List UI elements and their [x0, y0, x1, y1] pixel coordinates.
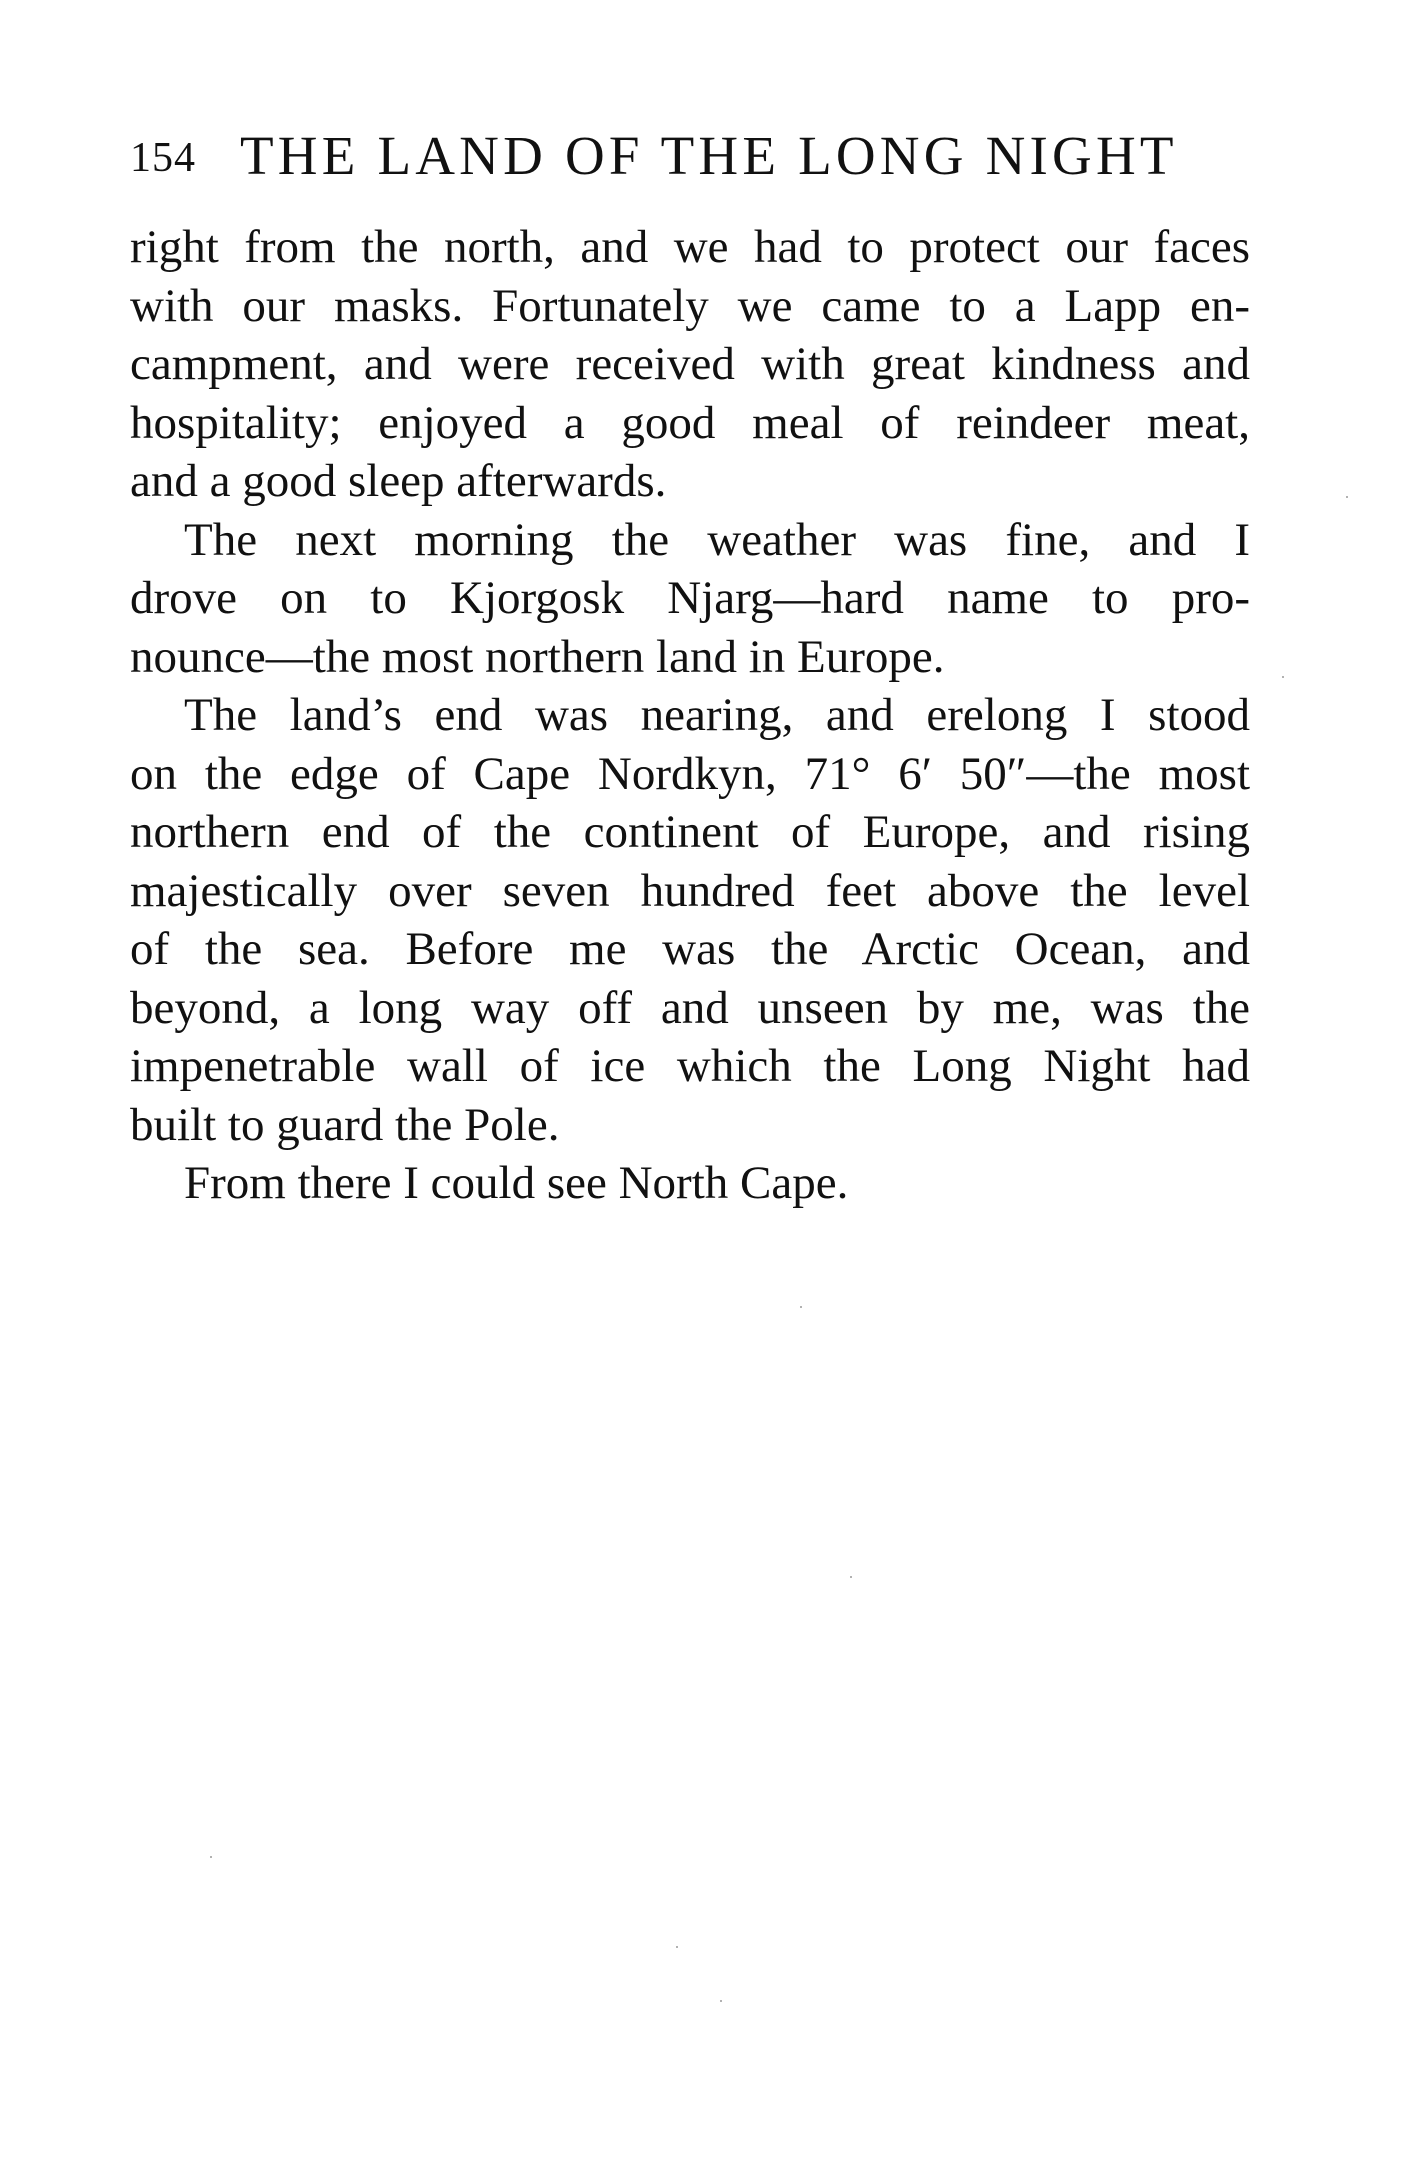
text-line: The next morning the weather was fine, and I: [184, 513, 1250, 566]
scan-speck: [720, 2000, 722, 2002]
scan-speck: [210, 1856, 212, 1858]
text-line: nounce—the most northern land in Europe.: [130, 630, 945, 683]
text-line: and a good sleep afterwards.: [130, 455, 667, 507]
text-line: impenetrable wall of ice which the Long Night had: [130, 1040, 1250, 1092]
scan-speck: [1346, 496, 1348, 498]
text-line: beyond, a long way off and unseen by me, was the: [130, 981, 1250, 1034]
text-line: with our masks. Fortunately we came to a Lapp en-: [130, 279, 1250, 332]
text-line: The land’s end was nearing, and erelong I stood: [184, 689, 1250, 741]
text-line: northern end of the continent of Europe, and rising: [130, 806, 1250, 858]
running-title: THE LAND OF THE LONG NIGHT: [240, 125, 1178, 186]
text-line: From there I could see North Cape.: [184, 1157, 849, 1209]
scan-speck: [1282, 676, 1284, 678]
text-line: drove on to Kjorgosk Njarg—hard name to pro-: [130, 572, 1250, 624]
body-text: [130, 218, 1250, 1213]
scan-speck: [800, 1306, 802, 1308]
text-line: of the sea. Before me was the Arctic Ocean, and: [130, 923, 1250, 975]
text-line: hospitality; enjoyed a good meal of reindeer meat,: [130, 396, 1250, 449]
text-line: on the edge of Cape Nordkyn, 71° 6′ 50″—the most: [130, 747, 1250, 800]
text-line: built to guard the Pole.: [130, 1098, 560, 1151]
scan-speck: [676, 1946, 678, 1948]
text-line: right from the north, and we had to protect our faces: [130, 221, 1250, 273]
scan-speck: [850, 1576, 852, 1578]
text-line: campment, and were received with great kindness and: [130, 338, 1250, 390]
page-number: 154: [130, 135, 196, 181]
text-line: majestically over seven hundred feet above the level: [130, 864, 1250, 917]
running-head: [130, 118, 1250, 188]
